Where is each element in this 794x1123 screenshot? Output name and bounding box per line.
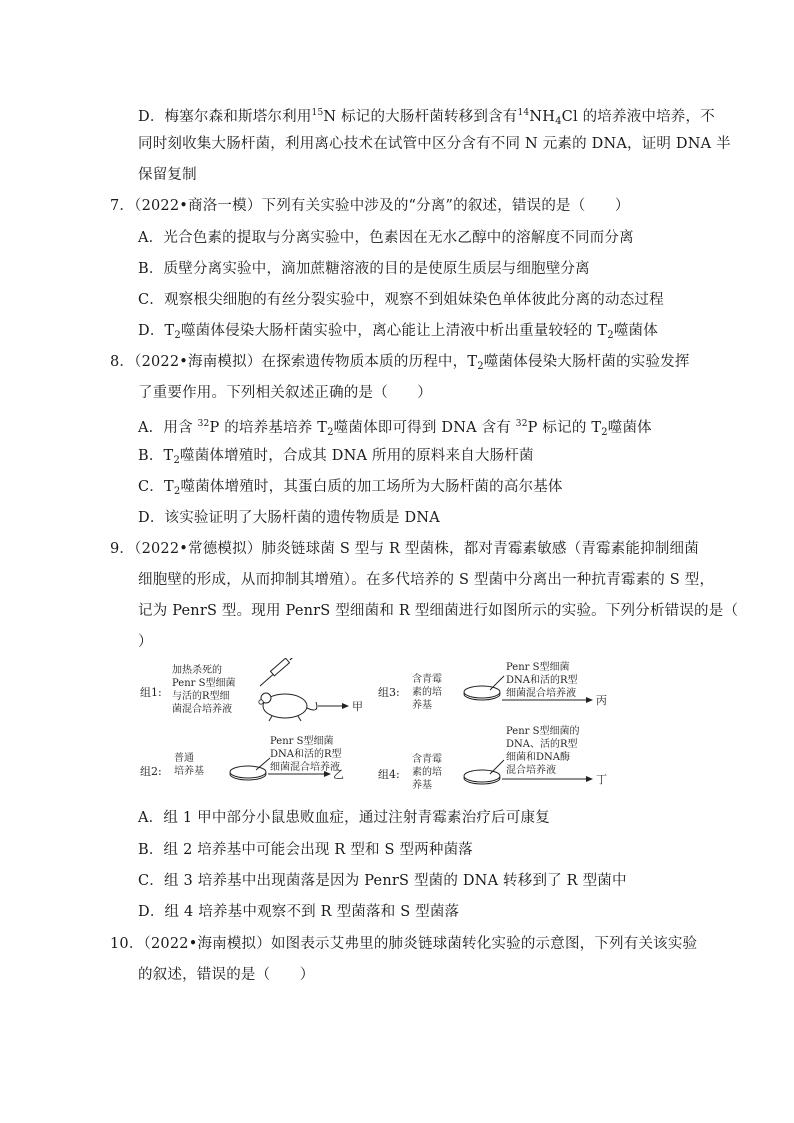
group2-text2: DNA和活的R型 — [270, 749, 342, 760]
group1-text4: 菌混合培养液 — [172, 704, 232, 715]
group1-text2: Penr S型细菌 — [172, 678, 236, 689]
q6-option-d-line1: D．梅塞尔森和斯塔尔利用$^{15}$N 标记的大肠杆菌转移到含有$^{14}NH_4Cl$ 的培养液中培养，不 — [138, 108, 715, 127]
q8-option-c: C．$T_2$噬菌体增殖时，其蛋白质的加工场所为大肠杆菌的高尔基体 — [138, 479, 563, 497]
q9-option-c: C．组 3 培养基中出现菌落是因为 PenrS 型菌的 DNA 转移到了 R 型菌中 — [138, 873, 627, 889]
group1-result: 甲 — [352, 700, 363, 713]
group1-text3: 与活的R型细 — [172, 691, 230, 702]
group3-base2: 素的培 — [412, 687, 442, 698]
q7-option-a: A．光合色素的提取与分离实验中，色素因在无水乙醇中的溶解度不同而分离 — [138, 230, 634, 246]
group2-text3: 细菌混合培养液 — [270, 762, 340, 773]
group1-text1: 加热杀死的 — [172, 665, 222, 676]
group1-label: 组1: — [140, 686, 162, 699]
group3-text1: Penr S型细菌 — [506, 662, 570, 673]
group3-result: 丙 — [596, 694, 607, 707]
q7-stem: 7．（2022•商洛一模）下列有关实验中涉及的“分离”的叙述，错误的是（ ） — [110, 198, 630, 214]
group4-base3: 养基 — [412, 780, 432, 791]
q8-option-d: D．该实验证明了大肠杆菌的遗传物质是 DNA — [138, 510, 440, 526]
group4-text2: DNA、活的R型 — [506, 739, 578, 750]
group2-label: 组2: — [140, 765, 162, 778]
group4-base2: 素的培 — [412, 767, 442, 778]
q10-stem-line1: 10．（2022•海南模拟）如图表示艾弗里的肺炎链球菌转化实验的示意图，下列有关该实验 — [110, 936, 698, 952]
petri-dish-icon — [464, 676, 504, 700]
group4-label: 组4: — [378, 768, 400, 781]
group2-result: 乙 — [333, 768, 344, 781]
q7-option-d: D．$T_2$噬菌体侵染大肠杆菌实验中，离心能让上清液中析出重量较轻的 $T_2$噬菌体 — [138, 323, 658, 341]
q8-stem-line1: 8．（2022•海南模拟）在探索遗传物质本质的历程中，$T_2$噬菌体侵染大肠杆菌的实验发挥 — [110, 354, 690, 372]
group2-base2: 培养基 — [174, 766, 204, 777]
petri-dish-icon — [464, 760, 504, 784]
q9-stem-line4: ） — [138, 634, 153, 650]
q8-stem-line2: 了重要作用。下列相关叙述正确的是（ ） — [138, 385, 432, 401]
experiment-figure — [140, 658, 660, 798]
q9-option-a: A．组 1 甲中部分小鼠患败血症，通过注射青霉素治疗后可康复 — [138, 810, 550, 826]
group3-base1: 含青霉 — [412, 674, 442, 685]
q9-stem-line1: 9．（2022•常德模拟）肺炎链球菌 S 型与 R 型菌株，都对青霉素敏感（青霉素能抑制细菌 — [110, 541, 699, 557]
syringe-icon — [260, 658, 294, 686]
group4-base1: 含青霉 — [412, 754, 442, 765]
group4-text1: Penr S型细菌的 — [506, 726, 580, 737]
q9-option-b: B．组 2 培养基中可能会出现 R 型和 S 型两种菌落 — [138, 842, 473, 858]
q10-stem-line2: 的叙述，错误的是（ ） — [138, 967, 315, 983]
mouse-icon — [259, 693, 317, 721]
q9-stem-line2: 细胞壁的形成，从而抑制其增殖）。在多代培养的 S 型菌中分离出一种抗青霉素的 S 型， — [138, 572, 715, 588]
group3-text2: DNA和活的R型 — [506, 675, 578, 686]
q6-option-d-line3: 保留复制 — [138, 167, 197, 183]
petri-dish-icon — [230, 758, 270, 780]
group4-result: 丁 — [596, 773, 607, 786]
q6-option-d-line2: 同时刻收集大肠杆菌，利用离心技术在试管中区分含有不同 N 元素的 DNA，证明 DNA 半 — [138, 136, 731, 152]
group2-base1: 普通 — [174, 753, 194, 764]
q9-stem-line3: 记为 PenrS 型。现用 PenrS 型细菌和 R 型细菌进行如图所示的实验。下列分析错误的是（ — [138, 603, 739, 619]
group2-text1: Penr S型细菌 — [270, 736, 334, 747]
group3-base3: 养基 — [412, 700, 432, 711]
group4-text4: 混合培养液 — [506, 765, 556, 776]
group4-text3: 细菌和DNA酶 — [506, 752, 570, 763]
q8-option-a: A．用含 $^{32}$P 的培养基培养 $T_2$噬菌体即可得到 DNA 含有 $^{32}$P 标记的 $T_2$噬菌体 — [138, 419, 652, 438]
q9-option-d: D．组 4 培养基中观察不到 R 型菌落和 S 型菌落 — [138, 904, 460, 920]
q7-option-c: C．观察根尖细胞的有丝分裂实验中，观察不到姐妹染色单体彼此分离的动态过程 — [138, 292, 664, 308]
group3-label: 组3: — [378, 686, 400, 699]
q8-option-b: B．$T_2$噬菌体增殖时，合成其 DNA 所用的原料来自大肠杆菌 — [138, 448, 534, 466]
group3-text3: 细菌混合培养液 — [506, 688, 576, 699]
q7-option-b: B．质壁分离实验中，滴加蔗糖溶液的目的是使原生质层与细胞壁分离 — [138, 261, 590, 277]
